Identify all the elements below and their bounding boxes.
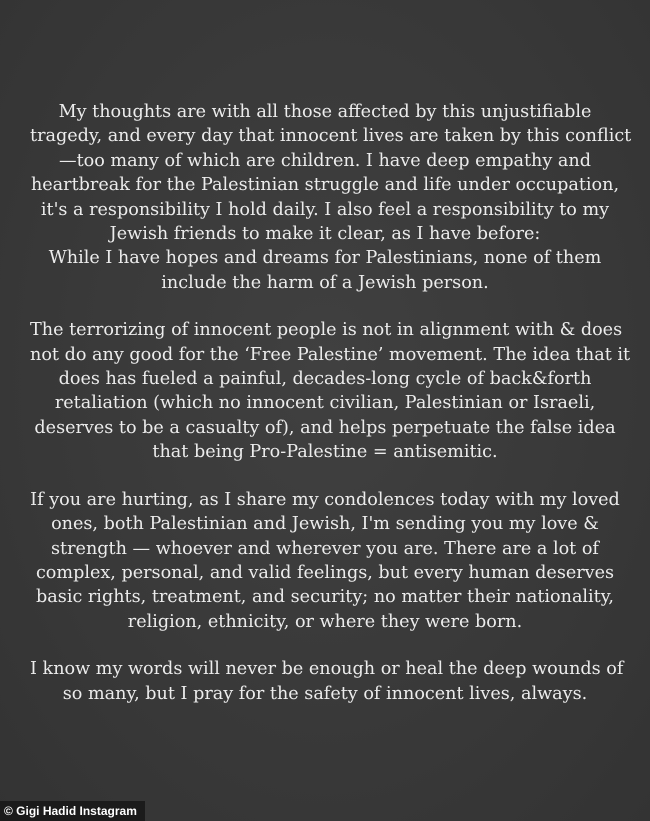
statement-line: If you are hurting, as I share my condolences today with my loved xyxy=(30,489,620,510)
statement-line: My thoughts are with all those affected by this unjustifiable xyxy=(58,102,592,122)
statement-line: retaliation (which no innocent civilian, Palestinian or Israeli, xyxy=(54,393,596,414)
statement-line: Jewish friends to make it clear, as I have before: xyxy=(109,224,541,245)
statement-line: not do any good for the ‘Free Palestine’ movement. The idea that it xyxy=(30,344,631,365)
statement-line: it's a responsibility I hold daily. I also feel a responsibility to my xyxy=(40,199,610,220)
statement-line: religion, ethnicity, or where they were born. xyxy=(127,611,523,632)
statement-paragraph-2 xyxy=(30,318,631,464)
statement-line: heartbreak for the Palestinian struggle and life under occupation, xyxy=(30,175,620,196)
statement-line: I know my words will never be enough or heal the deep wounds of xyxy=(30,659,624,680)
statement-line: The terrorizing of innocent people is not in alignment with & does xyxy=(30,320,623,341)
statement-line: strength — whoever and wherever you are. There are a lot of xyxy=(51,538,599,559)
statement-paragraph-4 xyxy=(30,657,624,706)
statement-text xyxy=(30,100,632,729)
photo-credit: © Gigi Hadid Instagram xyxy=(0,801,145,821)
statement-line: complex, personal, and valid feelings, but every human deserves xyxy=(35,562,615,583)
statement-paragraph-3 xyxy=(30,488,620,634)
statement-line: does has fueled a painful, decades-long cycle of back&forth xyxy=(58,369,592,390)
statement-line: While I have hopes and dreams for Palestinians, none of them xyxy=(48,248,602,269)
statement-line: ones, both Palestinian and Jewish, I'm sending you my love & xyxy=(51,514,599,535)
statement-line: that being Pro-Palestine = antisemitic. xyxy=(152,442,498,463)
statement-line: deserves to be a casualty of), and helps perpetuate the false idea xyxy=(34,417,616,438)
statement-line: —too many of which are children. I have deep empathy and xyxy=(58,150,592,171)
statement-line: include the harm of a Jewish person. xyxy=(161,272,489,293)
statement-paragraph-1 xyxy=(30,100,632,295)
statement-line: so many, but I pray for the safety of innocent lives, always. xyxy=(62,683,588,704)
statement-line: basic rights, treatment, and security; no matter their nationality, xyxy=(36,587,614,608)
statement-line: tragedy, and every day that innocent lives are taken by this conflict xyxy=(30,126,632,147)
